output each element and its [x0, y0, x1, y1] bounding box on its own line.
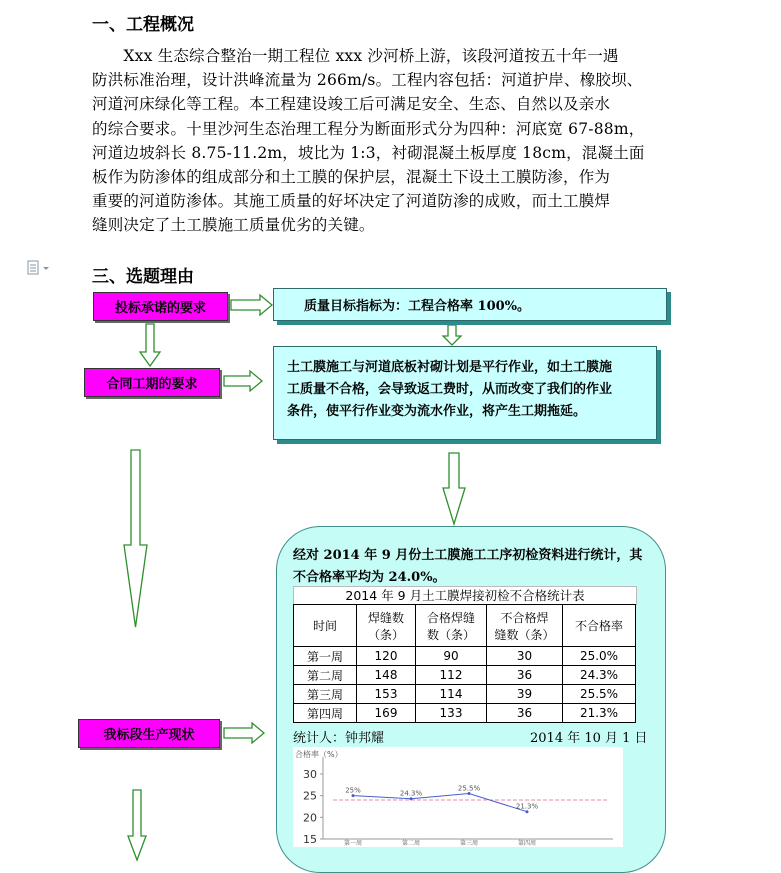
current-status-line: 经对 2014 年 9 月份土工膜施工工序初检资料进行统计，其	[293, 548, 643, 563]
paragraph-line: 缝则决定了土工膜施工质量优劣的关键。	[92, 216, 375, 235]
paragraph-line: 板作为防渗体的组成部分和土工膜的保护层，混凝土下设土工膜防渗，作为	[92, 168, 611, 187]
quality-target-text: 质量目标指标为：工程合格率 100%。	[304, 299, 531, 314]
table-cell: 24.3%	[563, 666, 636, 685]
header-cell: 焊缝数 （条）	[357, 605, 416, 647]
arrow-down-3	[124, 450, 147, 627]
table-row	[294, 685, 636, 704]
table-cell: 第一周	[294, 647, 357, 666]
chart-x-tick-label: 第三周	[459, 840, 479, 847]
schedule-impact-box	[273, 346, 657, 440]
reason-bid-promise: 投标承诺的要求	[93, 292, 228, 321]
paragraph-line: 防洪标准治理，设计洪峰流量为 266m/s。工程内容包括：河道护岸、橡胶坝、	[92, 71, 643, 90]
chart-data-label: 25.5%	[457, 784, 481, 793]
chart-y-tick-label: 30	[303, 768, 317, 781]
table-cell: 169	[357, 704, 416, 723]
table-cell: 153	[357, 685, 416, 704]
arrow-right-2	[224, 371, 262, 391]
header-cell: 时间	[294, 605, 357, 647]
inspection-stats-table	[293, 604, 636, 723]
table-cell: 90	[416, 647, 487, 666]
table-row	[294, 704, 636, 723]
header-cell: 不合格焊 缝数（条）	[487, 605, 563, 647]
schedule-impact-line: 土工膜施工与河道底板衬砌计划是平行作业，如土工膜施	[287, 360, 613, 375]
paragraph-line: 河道河床绿化等工程。本工程建设竣工后可满足安全、生态、自然以及亲水	[92, 95, 611, 114]
chart-data-label: 25%	[345, 786, 361, 795]
chart-x-tick-label: 第二周	[401, 840, 421, 847]
table-cell: 148	[357, 666, 416, 685]
table-cell: 39	[487, 685, 563, 704]
table-cell: 25.0%	[563, 647, 636, 666]
chart-x-tick-label: 第四周	[517, 840, 537, 847]
arrow-down-5	[128, 790, 146, 860]
table-header-row	[294, 605, 636, 647]
chart-y-tick-label: 15	[303, 833, 317, 846]
table-cell: 25.5%	[563, 685, 636, 704]
quality-target-box	[273, 288, 667, 321]
arrow-right-1	[231, 295, 272, 315]
current-status-text	[293, 545, 642, 589]
arrow-down-2	[443, 325, 461, 345]
table-caption	[293, 586, 637, 605]
table-cell: 第四周	[294, 704, 357, 723]
chart-y-tick-label: 20	[303, 811, 317, 825]
arrow-down-1	[140, 324, 160, 366]
table-cell: 133	[416, 704, 487, 723]
paragraph-line: 河道边坡斜长 8.75-11.2m，坡比为 1:3，衬砌混凝土板厚度 18cm，混凝土面	[92, 143, 645, 162]
section-heading-2: 三、选题理由	[92, 267, 194, 287]
table-cell: 120	[357, 647, 416, 666]
table-caption-text: 2014 年 9 月土工膜焊接初检不合格统计表	[345, 588, 585, 603]
pass-rate-line-chart	[293, 747, 623, 847]
header-cell: 合格焊缝 数（条）	[416, 605, 487, 647]
header-cell: 不合格率	[563, 605, 636, 647]
paragraph-line: 的综合要求。十里沙河生态治理工程分为断面形式分为四种：河底宽 67-88m，	[92, 119, 645, 138]
table-cell: 36	[487, 666, 563, 685]
section-heading-1: 一、工程概况	[92, 15, 194, 35]
table-cell: 36	[487, 704, 563, 723]
chart-data-label: 21.3%	[515, 802, 539, 811]
statistics-date: 2014 年 10 月 1 日	[530, 731, 648, 746]
schedule-impact-line: 工质量不合格，会导致返工费时，从而改变了我们的作业	[287, 382, 613, 397]
paragraph-line: 重要的河道防渗体。其施工质量的好坏决定了河道防渗的成败，而土工膜焊	[92, 192, 611, 211]
chart-x-tick-label: 第一周	[343, 840, 363, 847]
schedule-impact-line: 条件，使平行作业变为流水作业，将产生工期拖延。	[287, 404, 587, 419]
paragraph-line: Xxx 生态综合整治一期工程位 xxx 沙河桥上游，该段河道按五十年一遇	[92, 47, 619, 65]
table-cell: 21.3%	[563, 704, 636, 723]
statistician-name: 统计人：钟邦耀	[293, 731, 385, 746]
table-cell: 114	[416, 685, 487, 704]
table-cell: 30	[487, 647, 563, 666]
chart-y-axis-label: 合格率（%）	[295, 750, 343, 759]
reason-production-status: 我标段生产现状	[78, 719, 220, 748]
chart-data-label: 24.3%	[399, 789, 423, 798]
table-cell: 第三周	[294, 685, 357, 704]
reason-contract-schedule: 合同工期的要求	[84, 368, 220, 397]
table-row	[294, 666, 636, 685]
arrow-right-3	[224, 723, 264, 743]
chart-background	[293, 747, 623, 847]
table-row	[294, 647, 636, 666]
chart-y-tick-label: 25	[303, 789, 317, 803]
arrow-down-4	[443, 453, 465, 524]
table-cell: 第二周	[294, 666, 357, 685]
table-cell: 112	[416, 666, 487, 685]
current-status-line: 不合格率平均为 24.0%。	[293, 570, 446, 585]
